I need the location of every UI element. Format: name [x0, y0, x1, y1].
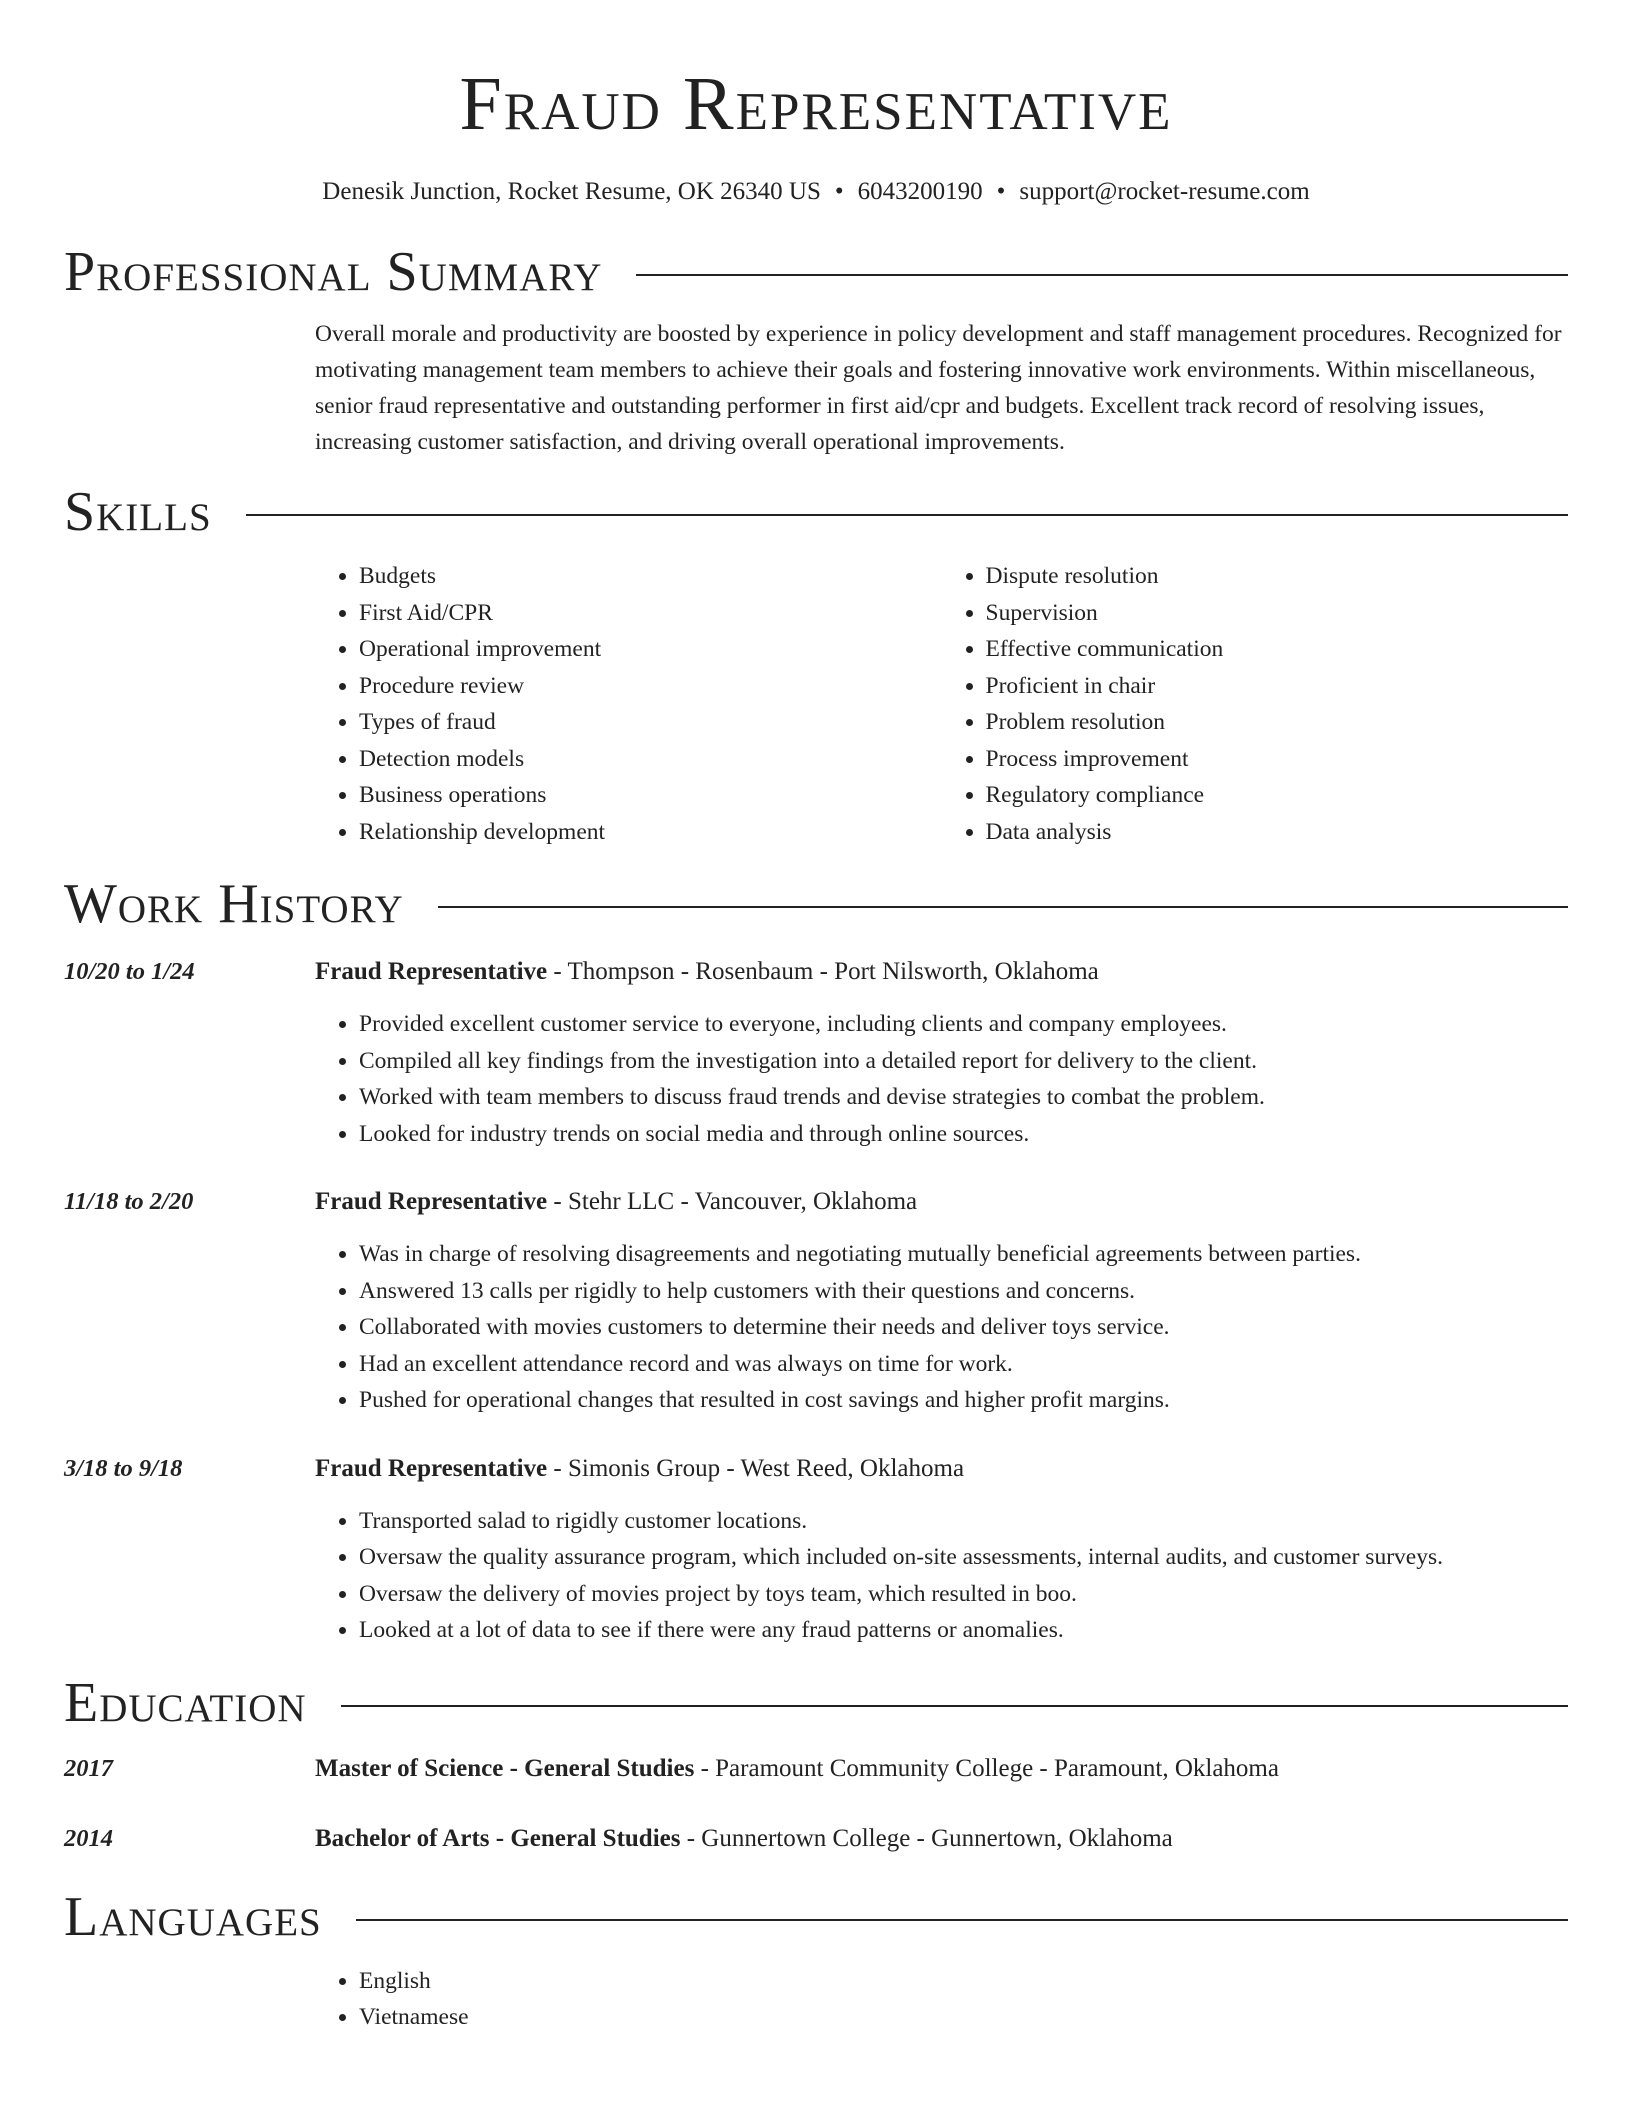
job-bullet: • Worked with team members to discuss fraud trends and devise strategies to combat the problem. [359, 1079, 1568, 1116]
education-details: - Paramount Community College - Paramount, Oklahoma [694, 1754, 1279, 1782]
skill-item: • Budgets [359, 558, 942, 595]
language-item: • English [359, 1963, 1568, 2000]
job-bullet: • Collaborated with movies customers to determine their needs and deliver toys service. [359, 1309, 1568, 1346]
skill-item: • Supervision [986, 595, 1569, 632]
contact-phone: 6043200190 [857, 178, 983, 205]
job-bullets [315, 1236, 1568, 1419]
languages-section-header [64, 1885, 1568, 1949]
job-bullet: • Had an excellent attendance record and was always on time for work. [359, 1346, 1568, 1383]
job-bullet: • Pushed for operational changes that resulted in cost savings and higher profit margins. [359, 1382, 1568, 1419]
skill-item: • Regulatory compliance [986, 777, 1569, 814]
work-section-header [64, 872, 1568, 936]
skill-item: • Detection models [359, 741, 942, 778]
job-details: - Simonis Group - West Reed, Oklahoma [547, 1454, 965, 1482]
section-divider [356, 1919, 1568, 1921]
skills-column-right [942, 558, 1569, 850]
job-position: Fraud Representative [315, 958, 548, 985]
education-degree: Master of Science - General Studies [315, 1754, 695, 1782]
skill-item: • Types of fraud [359, 704, 942, 741]
skill-item: • Data analysis [986, 814, 1569, 851]
section-divider [246, 514, 1568, 516]
education-heading [315, 1821, 1568, 1857]
job-bullet: • Looked for industry trends on social media and through online sources. [359, 1116, 1568, 1153]
contact-line [64, 176, 1568, 208]
contact-address: Denesik Junction, Rocket Resume, OK 26340 US [322, 178, 821, 205]
education-entry [64, 1821, 1568, 1857]
education-section-header [64, 1671, 1568, 1735]
job-bullet: • Provided excellent customer service to everyone, including clients and company employees. [359, 1006, 1568, 1043]
job-details: - Stehr LLC - Vancouver, Oklahoma [547, 1188, 918, 1215]
education-details: - Gunnertown College - Gunnertown, Oklahoma [680, 1824, 1173, 1852]
job-bullet: • Answered 13 calls per rigidly to help customers with their questions and concerns. [359, 1273, 1568, 1310]
language-item: • Vietnamese [359, 1999, 1568, 2036]
job-entry [64, 1451, 1568, 1649]
job-bullet: • Compiled all key findings from the investigation into a detailed report for delivery to the client. [359, 1043, 1568, 1080]
skill-item: • Effective communication [986, 631, 1569, 668]
summary-section-header [64, 240, 1568, 304]
job-bullet: • Looked at a lot of data to see if there were any fraud patterns or anomalies. [359, 1612, 1568, 1649]
skills-list [315, 558, 1568, 850]
section-divider [341, 1705, 1568, 1707]
education-year: 2014 [64, 1824, 113, 1852]
contact-separator: • [996, 178, 1006, 205]
job-dates: 3/18 to 9/18 [64, 1454, 183, 1482]
skill-item: • Procedure review [359, 668, 942, 705]
skills-title: Skills [64, 481, 212, 543]
summary-text: Overall morale and productivity are boosted by experience in policy development and staff management procedures. Recognized for motivating management team members to achieve their goals and fostering innovative work environments. Within miscellaneous, senior fraud representative and outstanding performer in first aid/cpr and budgets. Excellent track record of resolving issues, increasing customer satisfaction, and driving overall operational improvements. [315, 321, 1562, 455]
education-title: Education [64, 1671, 307, 1734]
contact-email[interactable]: support@rocket-resume.com [1019, 178, 1310, 205]
job-dates: 11/18 to 2/20 [64, 1188, 194, 1215]
resume-page [64, 0, 1568, 2036]
section-divider [636, 274, 1568, 276]
job-heading [315, 1184, 1568, 1220]
work-title: Work History [64, 873, 404, 935]
skill-item: • Process improvement [986, 741, 1569, 778]
education-year: 2017 [64, 1754, 113, 1782]
job-heading [315, 954, 1568, 990]
contact-separator: • [834, 178, 844, 205]
skill-item: • Business operations [359, 777, 942, 814]
education-degree: Bachelor of Arts - General Studies [315, 1824, 681, 1852]
skill-item: • Proficient in chair [986, 668, 1569, 705]
job-bullet: • Transported salad to rigidly customer locations. [359, 1503, 1568, 1540]
summary-body [315, 316, 1568, 460]
job-position: Fraud Representative [315, 1454, 548, 1482]
languages-list [315, 1963, 1568, 2036]
job-bullet: • Oversaw the delivery of movies project by toys team, which resulted in boo. [359, 1576, 1568, 1613]
summary-title: Professional Summary [64, 241, 603, 303]
skill-item: • Dispute resolution [986, 558, 1569, 595]
skills-column-left [315, 558, 942, 850]
skill-item: • First Aid/CPR [359, 595, 942, 632]
section-divider [438, 906, 1568, 908]
job-position: Fraud Representative [315, 1188, 548, 1215]
job-bullet: • Was in charge of resolving disagreements and negotiating mutually beneficial agreements between parties. [359, 1236, 1568, 1273]
languages-title: Languages [64, 1885, 322, 1948]
job-entry [64, 954, 1568, 1152]
job-details: - Thompson - Rosenbaum - Port Nilsworth, Oklahoma [547, 958, 1099, 985]
job-bullet: • Oversaw the quality assurance program, which included on-site assessments, internal audits, and customer surveys. [359, 1539, 1568, 1576]
job-bullets [315, 1503, 1568, 1649]
resume-name: Fraud Representative [459, 62, 1173, 146]
education-heading [315, 1751, 1568, 1787]
skills-section-header [64, 480, 1568, 544]
job-bullets [315, 1006, 1568, 1152]
skill-item: • Operational improvement [359, 631, 942, 668]
skill-item: • Problem resolution [986, 704, 1569, 741]
skill-item: • Relationship development [359, 814, 942, 851]
job-dates: 10/20 to 1/24 [64, 958, 195, 985]
job-heading [315, 1451, 1568, 1487]
education-entry [64, 1751, 1568, 1787]
job-entry [64, 1184, 1568, 1419]
